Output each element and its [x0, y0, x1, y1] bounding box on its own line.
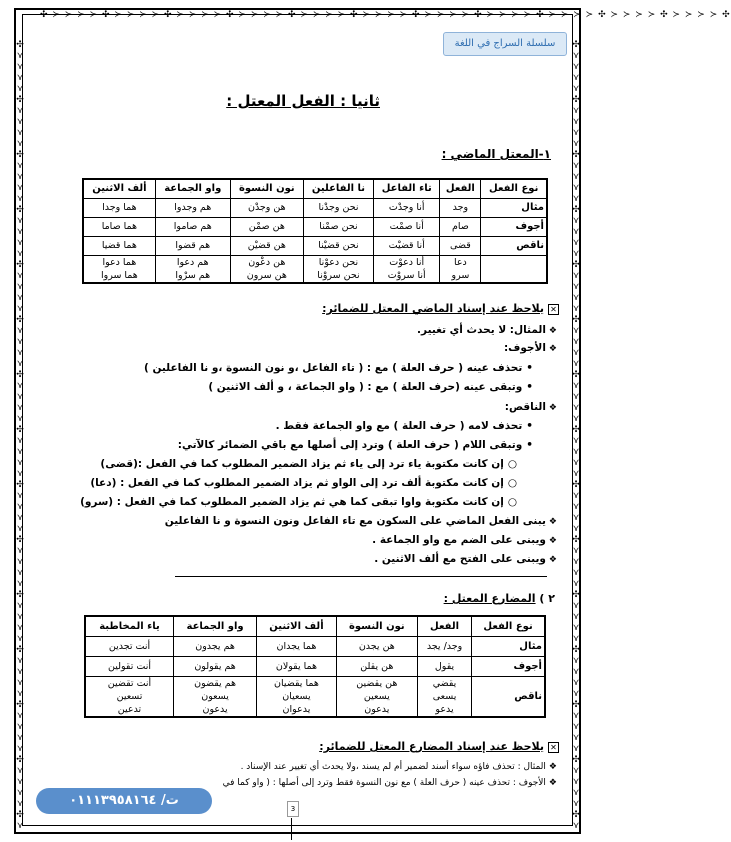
past-note-line: ❖الأجوف: [503, 342, 557, 354]
table-cell: نحن دعوْنا نحن سروْنا [303, 255, 373, 283]
diamond-bullet-icon: ❖ [548, 326, 557, 336]
table-cell: وجد/ يجد [417, 636, 471, 656]
diamond-bullet-icon: ❖ [548, 517, 557, 527]
table-cell: أجوف [481, 217, 547, 236]
past-note-line: ○إن كانت مكتوبة واوا تبقى كما هي ثم يزاد الضمير المطلوب كما في الفعل : (سرو) [80, 496, 517, 508]
table-header-row [83, 179, 547, 198]
table-row [85, 636, 545, 656]
section-divider [175, 576, 547, 577]
table-cell: نحن صمْنا [303, 217, 373, 236]
phone-number-badge: ت/ ٠١١١٣٩٥٨١٦٤ [36, 788, 212, 814]
diamond-bullet-icon: ❖ [548, 762, 557, 772]
right-border-ornament: ✣ ⋎ ⋎ ⋎ ⋎ ✣ ⋎ ⋎ ⋎ ⋎ ✣ ⋎ ⋎ ⋎ ⋎ ✣ ⋎ ⋎ ⋎ ⋎ ✣ ⋎ ⋎ ⋎ ⋎ ✣ ⋎ ⋎ ⋎ ⋎ ✣ ⋎ ⋎ ⋎ ⋎ ✣ ⋎ ⋎ ⋎ ⋎ ✣ ⋎ ⋎ ⋎ ⋎ ✣ ⋎ ⋎ ⋎ ⋎ ✣ ⋎ ⋎ ⋎ ⋎ ✣ ⋎ ⋎ ⋎ ⋎ ✣ ⋎ ⋎ ⋎ ⋎ ✣ ⋎ ⋎ ⋎ ⋎ ✣ ⋎ [572, 40, 580, 831]
table-row [85, 676, 545, 717]
table-cell: هم يقضون يسعون يدعون [174, 676, 257, 717]
diamond-bullet-icon: ❖ [548, 778, 557, 788]
table-cell: هما وجدا [83, 198, 155, 217]
table-body [85, 636, 545, 717]
past-note-line: •تحذف لامه ( حرف العلة ) مع واو الجماعة فقط . [275, 420, 533, 432]
table-cell [481, 255, 547, 283]
table-cell: مثال [472, 636, 545, 656]
table-cell: نحن قضيْنا [303, 236, 373, 255]
past-note-heading [322, 302, 559, 315]
table-cell: هما يقولان [257, 656, 337, 676]
present-conjugation-table [84, 615, 546, 718]
top-border-ornament: ✣ ≻ ≻ ≻ ≻ ✣ ≻ ≻ ≻ ≻ ✣ ≻ ≻ ≻ ≻ ✣ ≻ ≻ ≻ ≻ ✣ ≻ ≻ ≻ ≻ ✣ ≻ ≻ ≻ ≻ ✣ ≻ ≻ ≻ ≻ ✣ ≻ ≻ ≻ ≻ ✣ ≻ ≻ ≻ ≻ ✣ ≻ ≻ ≻ ≻ ✣ ≻ ≻ ≻ ≻ ✣ [40, 10, 731, 20]
present-note-line: ❖الأجوف : تحذف عينه ( حرف العلة ) مع نون النسوة فقط وترد إلى أصلها : ( واو كما في [222, 778, 557, 788]
table-cell: صام [440, 217, 481, 236]
checkbox-icon: ✕ [548, 304, 559, 315]
table-header-cell: الفعل [417, 616, 471, 636]
table-cell: أجوف [472, 656, 545, 676]
diamond-bullet-icon: ❖ [548, 536, 557, 546]
table-cell: هن يجدن [336, 636, 417, 656]
past-note-line: ○إن كانت مكتوبة ياء ترد إلى ياء ثم يزاد الضمير المطلوب كما في الفعل :(قضى) [100, 458, 517, 470]
dot-bullet-icon: • [526, 420, 533, 432]
table-cell: هما صاما [83, 217, 155, 236]
past-note-line: •وتبقى اللام ( حرف العلة ) وترد إلى أصلها مع باقي الضمائر كالآتي: [177, 439, 533, 451]
table-cell: أنت تقولين [85, 656, 174, 676]
table-cell: هن وجدْن [230, 198, 303, 217]
table-cell: قضى [440, 236, 481, 255]
table-cell: أنا دعوْت أنا سروْت [374, 255, 440, 283]
past-note-line: ❖الناقص: [504, 401, 557, 413]
page-title: ثانيا : الفعل المعتل : [226, 92, 380, 110]
circle-bullet-icon: ○ [507, 477, 517, 489]
table-row [83, 198, 547, 217]
past-note-line: •وتبقى عينه (حرف العلة ) مع : ( واو الجماعة ، و ألف الاثنين ) [208, 381, 533, 393]
diamond-bullet-icon: ❖ [548, 344, 557, 354]
page-number-line [291, 818, 292, 840]
table-header-row [85, 616, 545, 636]
past-conjugation-table [82, 178, 548, 284]
table-cell: نحن وجدْنا [303, 198, 373, 217]
present-note-line: ❖المثال : تحذف فاؤه سواء أسند لضمير أم لم يسند ،ولا يحدث أي تغيير عند الإسناد . [240, 762, 557, 772]
table-body [83, 198, 547, 283]
table-cell: أنا وجدْت [374, 198, 440, 217]
table-row [83, 217, 547, 236]
past-note-line: ❖ويبنى على الفتح مع ألف الاثنين . [374, 553, 557, 565]
table-cell: هم يجدون [174, 636, 257, 656]
table-header-cell: نا الفاعلين [303, 179, 373, 198]
table-cell: هن قضيْن [230, 236, 303, 255]
table-cell: هما قضيا [83, 236, 155, 255]
circle-bullet-icon: ○ [507, 496, 517, 508]
table-header-cell: تاء الفاعل [374, 179, 440, 198]
table-header-cell: الفعل [440, 179, 481, 198]
past-note-title: يلاحظ عند إسناد الماضي المعتل للضمائر: [322, 302, 544, 315]
table-cell: هم صاموا [155, 217, 230, 236]
table-cell: هن دعْون هن سرون [230, 255, 303, 283]
present-note-heading [319, 740, 559, 753]
table-cell: أنا صمْت [374, 217, 440, 236]
table-header-cell: ياء المخاطبة [85, 616, 174, 636]
table-cell: هما يجدان [257, 636, 337, 656]
past-note-line: ❖ويبنى على الضم مع واو الجماعة . [372, 534, 557, 546]
past-note-line: ❖يبنى الفعل الماضي على السكون مع تاء الفاعل ونون النسوة و نا الفاعلين [164, 515, 557, 527]
table-header-cell: ألف الاثنين [257, 616, 337, 636]
table-cell: أنت تجدين [85, 636, 174, 656]
table-cell: هم يقولون [174, 656, 257, 676]
table-header-cell: نوع الفعل [472, 616, 545, 636]
table-header-cell: نوع الفعل [481, 179, 547, 198]
past-note-line: ❖المثال: لا يحدث أي تغيير. [417, 324, 557, 336]
past-heading: ١-المعتل الماضي : [441, 147, 551, 161]
present-heading-number: ٢ ) [539, 592, 555, 605]
table-cell: هم دعوا هم سرْوا [155, 255, 230, 283]
left-border-ornament: ✣ ⋎ ⋎ ⋎ ⋎ ✣ ⋎ ⋎ ⋎ ⋎ ✣ ⋎ ⋎ ⋎ ⋎ ✣ ⋎ ⋎ ⋎ ⋎ ✣ ⋎ ⋎ ⋎ ⋎ ✣ ⋎ ⋎ ⋎ ⋎ ✣ ⋎ ⋎ ⋎ ⋎ ✣ ⋎ ⋎ ⋎ ⋎ ✣ ⋎ ⋎ ⋎ ⋎ ✣ ⋎ ⋎ ⋎ ⋎ ✣ ⋎ ⋎ ⋎ ⋎ ✣ ⋎ ⋎ ⋎ ⋎ ✣ ⋎ ⋎ ⋎ ⋎ ✣ ⋎ ⋎ ⋎ ⋎ ✣ ⋎ [16, 40, 24, 831]
table-row [83, 255, 547, 283]
present-heading-text: المضارع المعتل : [443, 592, 536, 605]
table-cell: هن يقلن [336, 656, 417, 676]
table-cell: يقضي يسعى يدعو [417, 676, 471, 717]
present-heading [444, 592, 555, 605]
table-cell: هم وجدوا [155, 198, 230, 217]
table-cell: هن يقضين يسعين يدعون [336, 676, 417, 717]
table-header-cell: نون النسوة [230, 179, 303, 198]
table-row [85, 656, 545, 676]
present-note-title: يلاحظ عند إسناد المضارع المعتل للضمائر: [319, 740, 544, 753]
table-cell: هما يقضيان يسعيان يدعوان [257, 676, 337, 717]
table-cell: هم قضوا [155, 236, 230, 255]
table-cell: يقول [417, 656, 471, 676]
table-cell: أنت تقضين تسعين تدعين [85, 676, 174, 717]
table-cell: دعا سرو [440, 255, 481, 283]
diamond-bullet-icon: ❖ [548, 403, 557, 413]
table-cell: هن صمْن [230, 217, 303, 236]
checkbox-icon: ✕ [548, 742, 559, 753]
table-header-cell: واو الجماعة [155, 179, 230, 198]
table-cell: مثال [481, 198, 547, 217]
dot-bullet-icon: • [526, 381, 533, 393]
dot-bullet-icon: • [526, 439, 533, 451]
table-cell: ناقص [481, 236, 547, 255]
table-cell: أنا قضيْت [374, 236, 440, 255]
circle-bullet-icon: ○ [507, 458, 517, 470]
table-cell: وجد [440, 198, 481, 217]
page-number: 3 [287, 801, 299, 817]
past-note-line: •تحذف عينه ( حرف العلة ) مع : ( تاء الفاعل ،و نون النسوة ،و نا الفاعلين ) [143, 362, 533, 374]
table-cell: ناقص [472, 676, 545, 717]
past-note-line: ○إن كانت مكتوبة ألف ترد إلى الواو ثم يزاد الضمير المطلوب كما في الفعل : (دعا) [90, 477, 517, 489]
diamond-bullet-icon: ❖ [548, 555, 557, 565]
table-header-cell: واو الجماعة [174, 616, 257, 636]
table-cell: هما دعوا هما سروا [83, 255, 155, 283]
dot-bullet-icon: • [526, 362, 533, 374]
series-label: سلسلة السراج في اللغة [443, 32, 567, 56]
table-header-cell: ألف الاثنين [83, 179, 155, 198]
table-row [83, 236, 547, 255]
table-header-cell: نون النسوة [336, 616, 417, 636]
